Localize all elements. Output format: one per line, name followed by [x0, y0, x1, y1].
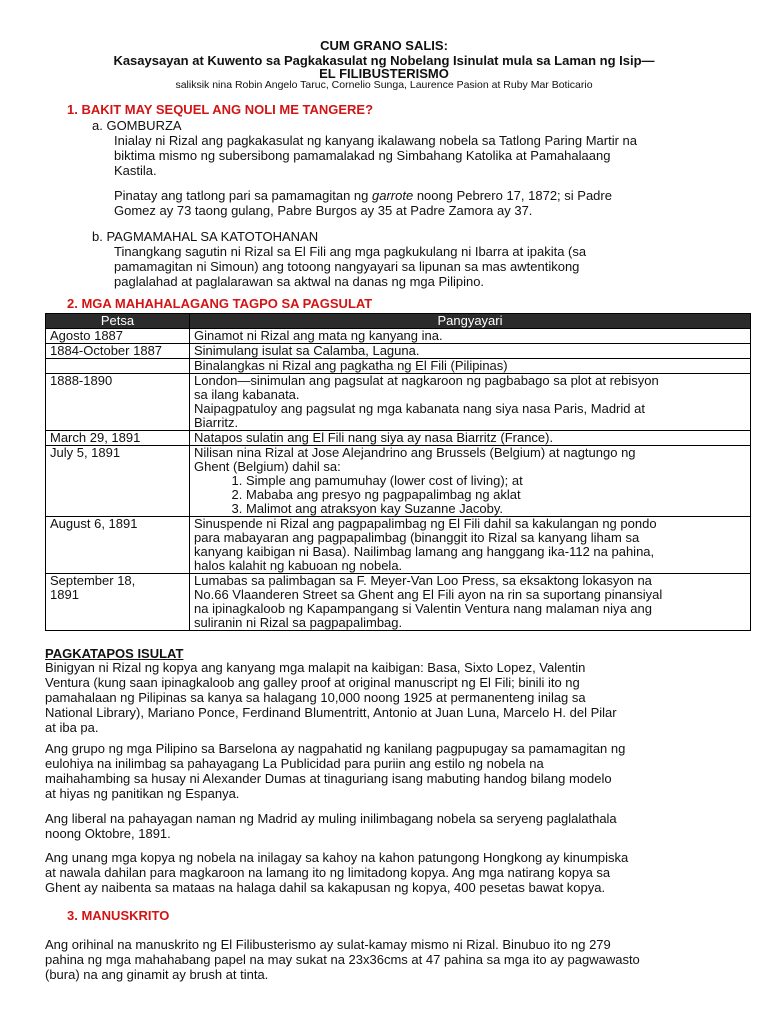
text-line: Gomez ay 73 taong gulang, Pabre Burgos ay 35 at Padre Zamora ay 37.: [114, 203, 533, 218]
text-line: Tinangkang sagutin ni Rizal sa El Fili ang mga pagkukulang ni Ibarra at ipakita (sa: [114, 244, 587, 259]
cell-line: na ipinagkaloob ng Kapampangang si Valentin Ventura nang malaman niya ang: [194, 601, 652, 616]
reasons-list: [194, 474, 746, 516]
cell-line: Ginamot ni Rizal ang mata ng kanyang ina.: [194, 328, 443, 343]
text-line: paglalahad at paglalarawan sa aktwal na danas ng mga Pilipino.: [114, 274, 485, 289]
subsection-b-paragraph: [114, 244, 714, 289]
text-run: noong Pebrero 17, 1872; si Padre: [413, 188, 612, 203]
list-item: 1. Simple ang pamumuhay (lower cost of living); at: [246, 474, 746, 488]
text-line: (bura) na ang ginamit ay brush at tinta.: [45, 967, 269, 982]
table-header-row: [46, 314, 751, 329]
list-item: 2. Mababa ang presyo ng pagpapalimbag ng aklat: [246, 488, 746, 502]
event-cell: [190, 446, 751, 517]
cell-line: Binalangkas ni Rizal ang pagkatha ng El Fili (Pilipinas): [194, 358, 508, 373]
event-cell: [190, 431, 751, 446]
cell-line: halos kalahit ng kabuoan ng nobela.: [194, 558, 403, 573]
text-line: noong Oktobre, 1891.: [45, 826, 171, 841]
event-cell: [190, 329, 751, 344]
cell-line: 1884-October 1887: [50, 343, 163, 358]
timeline-table: [45, 313, 751, 631]
section-3-heading: 3. MANUSKRITO: [67, 908, 170, 923]
cell-line: Sinuspende ni Rizal ang pagpapalimbag ng El Fili dahil sa kakulangan ng pondo: [194, 516, 657, 531]
cell-line: Biarritz.: [194, 415, 239, 430]
date-cell: [46, 431, 190, 446]
subsection-b-label: b. PAGMAMAHAL SA KATOTOHANAN: [92, 229, 319, 244]
column-header-date: Petsa: [46, 314, 190, 329]
table-row: [46, 574, 751, 631]
text-line: Kastila.: [114, 163, 157, 178]
cell-line: Lumabas sa palimbagan sa F. Meyer-Van Loo Press, sa eksaktong lokasyon na: [194, 573, 652, 588]
text-line: National Library), Mariano Ponce, Ferdinand Blumentritt, Antonio at Juan Luna, Marcelo H. del Pilar: [45, 705, 617, 720]
cell-line: 1888-1890: [50, 373, 113, 388]
text-line: Ang liberal na pahayagan naman ng Madrid ay muling inilimbagang nobela sa seryeng paglalathala: [45, 811, 617, 826]
date-cell: [46, 344, 190, 359]
event-cell: [190, 517, 751, 574]
cell-line: Ghent (Belgium) dahil sa:: [194, 459, 341, 474]
event-cell: [190, 574, 751, 631]
text-line: pahina ng mga mahahabang papel na may sukat na 23x36cms at 47 pahina sa mga ito ay pagwawasto: [45, 952, 640, 967]
pagkatapos-paragraph-4: [45, 850, 725, 895]
table-row: [46, 431, 751, 446]
column-header-event: Pangyayari: [190, 314, 751, 329]
text-line: Ang orihinal na manuskrito ng El Filibusterismo ay sulat-kamay mismo ni Rizal. Binubuo ito ng 279: [45, 937, 611, 952]
table-row: [46, 359, 751, 374]
table-row: [46, 344, 751, 359]
authors-line: saliksik nina Robin Angelo Taruc, Cornelio Sunga, Laurence Pasion at Ruby Mar Boticario: [175, 79, 593, 91]
text-line: maihahambing sa husay ni Alexander Dumas at tinaguriang isang mabuting handog bilang modelo: [45, 771, 612, 786]
text-line: pamamagitan ni Simoun) ang totoong nangyayari sa lipunan sa mas awtentikong: [114, 259, 580, 274]
document-title: CUM GRANO SALIS:: [320, 38, 448, 53]
cell-line: London—sinimulan ang pagsulat at nagkaroon ng pagbabago sa plot at rebisyon: [194, 373, 659, 388]
cell-line: para mabayaran ang pagpapalimbag (binanggit ito Rizal sa kanyang liham sa: [194, 530, 640, 545]
section-2-heading: 2. MGA MAHAHALAGANG TAGPO SA PAGSULAT: [67, 296, 373, 311]
date-cell: [46, 574, 190, 631]
cell-line: kanyang kaibigan ni Basa). Nailimbag lamang ang hanggang ika-112 na pahina,: [194, 544, 655, 559]
cell-line: August 6, 1891: [50, 516, 138, 531]
event-cell: [190, 359, 751, 374]
date-cell: [46, 374, 190, 431]
text-line: Ghent ay naibenta sa mataas na halaga dahil sa kakapusan ng kopya, 400 pesetas bawat kopya.: [45, 880, 606, 895]
section-1-heading: 1. BAKIT MAY SEQUEL ANG NOLI ME TANGERE?: [67, 102, 374, 117]
pagkatapos-paragraph-1: [45, 660, 725, 735]
event-cell: [190, 374, 751, 431]
cell-line: suliranin ni Rizal sa pagpapalimbag.: [194, 615, 403, 630]
subsection-a-label: a. GOMBURZA: [92, 118, 182, 133]
text-line: at nawala dahilan para magkaroon na lamang ito ng limitadong kopya. Ang mga natirang kopya sa: [45, 865, 611, 880]
text-line: Ang grupo ng mga Pilipino sa Barselona ay nagpahatid ng kanilang pagpupugay sa pamamagitan ng: [45, 741, 626, 756]
cell-line: Naipagpatuloy ang pagsulat ng mga kabanata nang siya nasa Paris, Madrid at: [194, 401, 645, 416]
document-subtitle: Kasaysayan at Kuwento sa Pagkakasulat ng Nobelang Isinulat mula sa Laman ng Isip—: [113, 53, 655, 68]
date-cell: [46, 329, 190, 344]
text-line: Inialay ni Rizal ang pagkakasulat ng kanyang ikalawang nobela sa Tatlong Paring Martir na: [114, 133, 637, 148]
cell-line: Nilisan nina Rizal at Jose Alejandrino ang Brussels (Belgium) at nagtungo ng: [194, 445, 636, 460]
pagkatapos-paragraph-2: [45, 741, 725, 801]
cell-line: Agosto 1887: [50, 328, 124, 343]
event-cell: [190, 344, 751, 359]
list-item: 3. Malimot ang atraksyon kay Suzanne Jacoby.: [246, 502, 746, 516]
text-run: Pinatay ang tatlong pari sa pamamagitan ng: [114, 188, 373, 203]
text-line: at iba pa.: [45, 720, 99, 735]
cell-line: Sinimulang isulat sa Calamba, Laguna.: [194, 343, 420, 358]
cell-line: September 18,: [50, 573, 136, 588]
pagkatapos-heading: PAGKATAPOS ISULAT: [45, 646, 184, 661]
text-line: biktima mismo ng subersibong pamamalakad ng Simbahang Katolika at Pamahalaang: [114, 148, 611, 163]
text-line: Ang unang mga kopya ng nobela na inilagay sa kahoy na kahon patungong Hongkong ay kinumpiska: [45, 850, 629, 865]
subsection-a-paragraph-2: [114, 188, 714, 218]
cell-line: No.66 Vlaanderen Street sa Ghent ang El Fili ayon na rin sa suportang pinansiyal: [194, 587, 663, 602]
cell-line: Natapos sulatin ang El Fili nang siya ay nasa Biarritz (France).: [194, 430, 554, 445]
text-line: Binigyan ni Rizal ng kopya ang kanyang mga malapit na kaibigan: Basa, Sixto Lopez, Valentin: [45, 660, 586, 675]
text-line: at hiyas ng panitikan ng Espanya.: [45, 786, 240, 801]
text-line: Ventura (kung saan ipinagkaloob ang galley proof at original manuscript ng El Fili; binili ito ng: [45, 675, 580, 690]
cell-line: sa ilang kabanata.: [194, 387, 300, 402]
subsection-a-paragraph-1: [114, 133, 714, 178]
cell-line: July 5, 1891: [50, 445, 121, 460]
emphasis-garrote: garrote: [372, 188, 414, 203]
text-line: eulohiya na inilimbag sa pahayagang La Publicidad para puriin ang estilo ng nobela na: [45, 756, 544, 771]
text-line: pamahalaan ng Pilipinas sa kanya sa halagang 10,000 noong 1925 at permanenteng inilag sa: [45, 690, 586, 705]
table-row: [46, 517, 751, 574]
date-cell: [46, 359, 190, 374]
table-row: [46, 374, 751, 431]
date-cell: [46, 446, 190, 517]
manuskrito-paragraph: [45, 937, 725, 982]
table-row: [46, 329, 751, 344]
table-row: [46, 446, 751, 517]
text-line: [114, 188, 714, 203]
book-title: EL FILIBUSTERISMO: [319, 66, 449, 81]
cell-line: 1891: [50, 587, 79, 602]
cell-line: March 29, 1891: [50, 430, 141, 445]
date-cell: [46, 517, 190, 574]
pagkatapos-paragraph-3: [45, 811, 725, 841]
